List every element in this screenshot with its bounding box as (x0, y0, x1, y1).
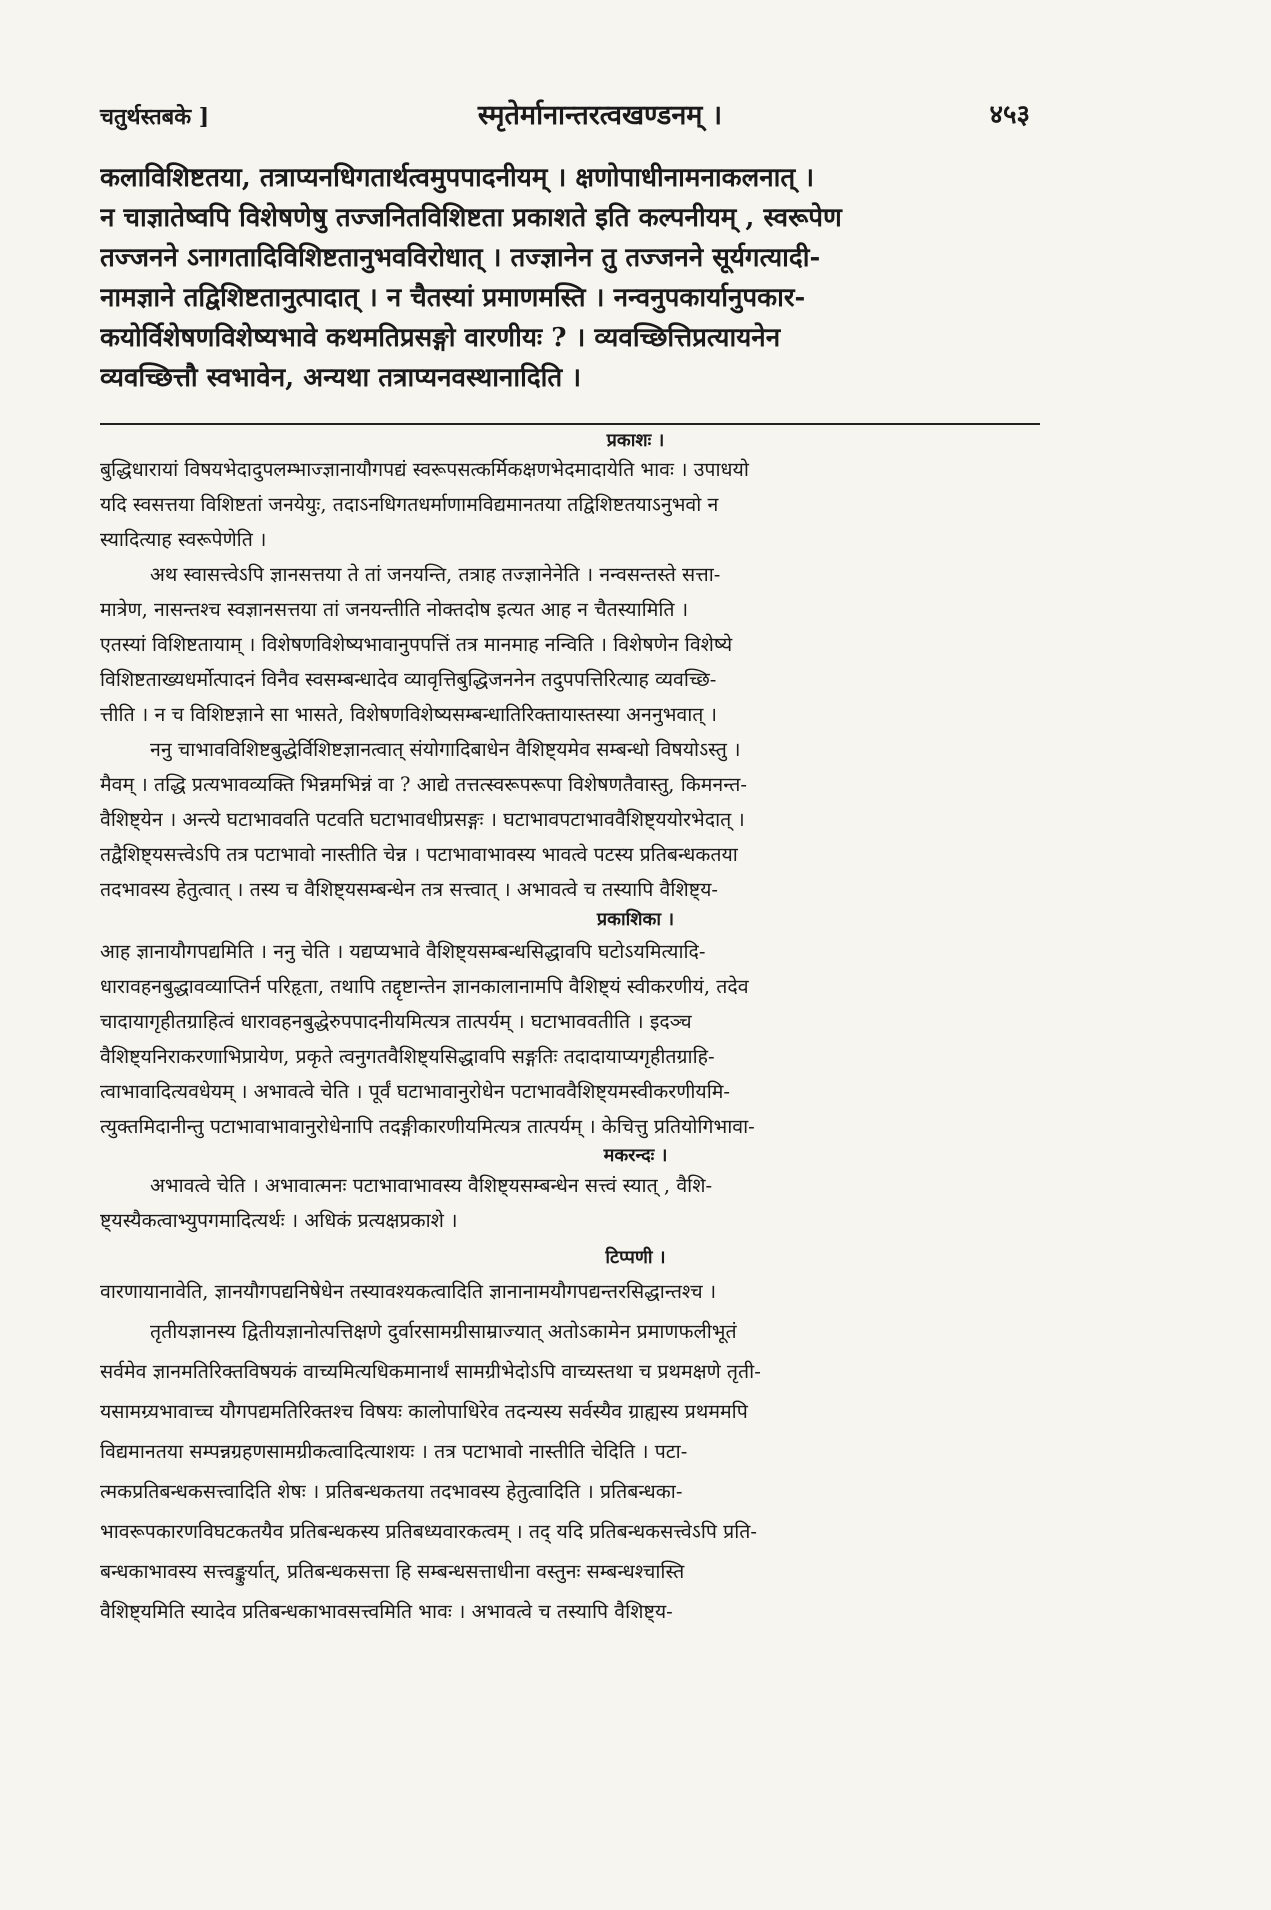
commentary-line: तृतीयज्ञानस्य द्वितीयज्ञानोत्पत्तिक्षणे दुर्वारसामग्रीसाम्राज्यात् अतोऽकामेन प्रमाणफलीभूतं (150, 1320, 737, 1343)
commentary-line: विशिष्टताख्यधर्मोत्पादनं विनैव स्वसम्बन्धादेव व्यावृत्तिबुद्धिजननेन तदुपपत्तिरित्याह व्यवच्छि- (100, 668, 717, 691)
commentary-line: तद्वैशिष्ट्यसत्त्वेऽपि तत्र पटाभावो नास्तीति चेन्न । पटाभावाभावस्य भावत्वे पटस्य प्रतिबन्धकतया (100, 843, 738, 866)
commentary-line: भावरूपकारणविघटकतयैव प्रतिबन्धकस्य प्रतिबध्यवारकत्वम् । तद् यदि प्रतिबन्धकसत्त्वेऽपि प्रति- (100, 1520, 757, 1543)
commentary-line: विद्यमानतया सम्पन्नग्रहणसामग्रीकत्वादित्याशयः । तत्र पटाभावो नास्तीति चेदिति । पटा- (100, 1440, 688, 1463)
commentary-line: एतस्यां विशिष्टतायाम् । विशेषणविशेष्यभावानुपपत्तिं तत्र मानमाह नन्विति । विशेषणेन विशेष्ये (100, 633, 733, 656)
mula-line: व्यवच्छित्तौ स्वभावेन, अन्यथा तत्राप्यनवस्थानादिति । (100, 363, 582, 393)
commentary-line: ष्ट्यस्यैकत्वाभ्युपगमादित्यर्थः । अधिकं प्रत्यक्षप्रकाशे । (100, 1209, 458, 1232)
commentary-line: तदभावस्य हेतुत्वात् । तस्य च वैशिष्ट्यसम्बन्धेन तत्र सत्त्वात् । अभावत्वे च तस्यापि वैशिष्ट्य- (100, 878, 719, 901)
mula-line: कयोर्विशेषणविशेष्यभावे कथमतिप्रसङ्गो वारणीयः ? । व्यवच्छित्तिप्रत्यायनेन (100, 323, 781, 353)
mula-line: तज्जनने ऽनागतादिविशिष्टतानुभवविरोधात् । तज्ज्ञानेन तु तज्जनने सूर्यगत्यादी- (100, 243, 821, 273)
commentary-line: त्युक्तमिदानीन्तु पटाभावाभावानुरोधेनापि तदङ्गीकारणीयमित्यत्र तात्पर्यम् । केचित्तु प्रतियोगिभावा- (100, 1115, 755, 1138)
makaranda-commentary (100, 1168, 1040, 1238)
commentary-line: ननु चाभावविशिष्टबुद्धेर्विशिष्टज्ञानत्वात् संयोगादिबाधेन वैशिष्ट्यमेव सम्बन्धो विषयोऽस्तु । (150, 738, 741, 761)
commentary-line: स्यादित्याह स्वरूपेणेति । (100, 528, 267, 551)
prakasha-heading: प्रकाशः । (606, 430, 665, 451)
page-header (100, 95, 1030, 135)
commentary-line: यदि स्वसत्तया विशिष्टतां जनयेयुः, तदाऽनधिगतधर्माणामविद्यमानतया तद्विशिष्टतयाऽनुभवो न (100, 493, 719, 516)
divider-rule (100, 423, 1040, 425)
commentary-line: वैशिष्ट्येन । अन्त्ये घटाभाववति पटवति घटाभावधीप्रसङ्गः । घटाभावपटाभाववैशिष्ट्ययोरभेदात् । (100, 808, 745, 831)
commentary-line: मात्रेण, नासन्तश्च स्वज्ञानसत्तया तां जनयन्तीति नोक्तदोष इत्यत आह न चैतस्यामिति । (100, 598, 689, 621)
commentary-line: आह ज्ञानायौगपद्यमिति । ननु चेति । यद्यप्यभावे वैशिष्ट्यसम्बन्धसिद्धावपि घटोऽयमित्यादि- (100, 940, 706, 963)
commentary-line: वारणायानावेति, ज्ञानयौगपद्यनिषेधेन तस्यावश्यकत्वादिति ज्ञानानामयौगपद्यन्तरसिद्धान्तश्च । (100, 1280, 717, 1303)
commentary-line: मैवम् । तद्धि प्रत्यभावव्यक्ति भिन्नमभिन्नं वा ? आद्ये तत्तत्स्वरूपरूपा विशेषणतैवास्तु, किमनन्त- (100, 773, 747, 796)
mula-line: नामज्ञाने तद्विशिष्टतानुत्पादात् । न चैतस्यां प्रमाणमस्ति । नन्वनुपकार्यानुपकार- (100, 283, 806, 313)
commentary-line: सर्वमेव ज्ञानमतिरिक्तविषयकं वाच्यमित्यधिकमानार्थं सामग्रीभेदोऽपि वाच्यस्तथा च प्रथमक्षणे तृती- (100, 1360, 761, 1383)
mula-text (100, 158, 1040, 398)
commentary-line: बुद्धिधारायां विषयभेदादुपलम्भाज्ज्ञानायौगपद्यं स्वरूपसत्कर्मिकक्षणभेदमादायेति भावः । उपाधयो (100, 458, 749, 481)
commentary-line: चादायागृहीतग्राहित्वं धारावहनबुद्धेरुपपादनीयमित्यत्र तात्पर्यम् । घटाभाववतीति । इदञ्च (100, 1010, 692, 1033)
makaranda-heading: मकरन्दः । (603, 1145, 668, 1166)
prakashika-heading: प्रकाशिका । (596, 909, 675, 930)
tippani-heading: टिप्पणी । (605, 1247, 666, 1268)
commentary-line: अथ स्वासत्त्वेऽपि ज्ञानसत्तया ते तां जनयन्ति, तत्राह तज्ज्ञानेनेति । नन्वसन्तस्ते सत्ता- (150, 563, 721, 586)
commentary-line: वैशिष्ट्यनिराकरणाभिप्रायेण, प्रकृते त्वनुगतवैशिष्ट्यसिद्धावपि सङ्गतिः तदादायाप्यगृहीतग्राहि- (100, 1045, 715, 1068)
commentary-line: बन्धकाभावस्य सत्त्वङ्कुर्यात्, प्रतिबन्धकसत्ता हि सम्बन्धसत्ताधीना वस्तुनः सम्बन्धश्चास्ति (100, 1560, 685, 1583)
running-head-title: स्मृतेर्मानान्तरत्वखण्डनम् । (477, 100, 723, 131)
prakasha-commentary (100, 452, 1040, 907)
prakashika-commentary (100, 934, 1040, 1144)
commentary-line: त्मकप्रतिबन्धकसत्त्वादिति शेषः । प्रतिबन्धकतया तदभावस्य हेतुत्वादिति । प्रतिबन्धका- (100, 1480, 683, 1503)
mula-line: न चाज्ञातेष्वपि विशेषणेषु तज्जनितविशिष्टता प्रकाशते इति कल्पनीयम् , स्वरूपेण (100, 203, 842, 233)
commentary-line: त्वाभावादित्यवधेयम् । अभावत्वे चेति । पूर्वं घटाभावानुरोधेन पटाभाववैशिष्ट्यमस्वीकरणीयमि- (100, 1080, 731, 1103)
running-head-left: चतुर्थस्तबके ] (100, 104, 210, 130)
commentary-line: यसामग्र्यभावाच्च यौगपद्यमतिरिक्तश्च विषयः कालोपाधिरेव तदन्यस्य सर्वस्यैव ग्राह्यस्य प्रथममपि (100, 1400, 748, 1423)
commentary-line: अभावत्वे चेति । अभावात्मनः पटाभावाभावस्य वैशिष्ट्यसम्बन्धेन सत्त्वं स्यात् , वैशि- (150, 1174, 713, 1197)
commentary-line: त्तीति । न च विशिष्टज्ञाने सा भासते, विशेषणविशेष्यसम्बन्धातिरिक्तायास्तस्या अननुभवात् । (100, 703, 717, 726)
commentary-line: धारावहनबुद्धावव्याप्तिर्न परिहृता, तथापि तद्दृष्टान्तेन ज्ञानकालानामपि वैशिष्ट्यं स्वीकरणीयं, तदेव (100, 975, 749, 998)
commentary-line: वैशिष्ट्यमिति स्यादेव प्रतिबन्धकाभावसत्त्वमिति भावः । अभावत्वे च तस्यापि वैशिष्ट्य- (100, 1600, 673, 1623)
page-number: ४५३ (989, 100, 1030, 130)
mula-line: कलाविशिष्टतया, तत्राप्यनधिगतार्थत्वमुपपादनीयम् । क्षणोपाधीनामनाकलनात् । (100, 163, 815, 193)
tippani-commentary (100, 1272, 1040, 1632)
